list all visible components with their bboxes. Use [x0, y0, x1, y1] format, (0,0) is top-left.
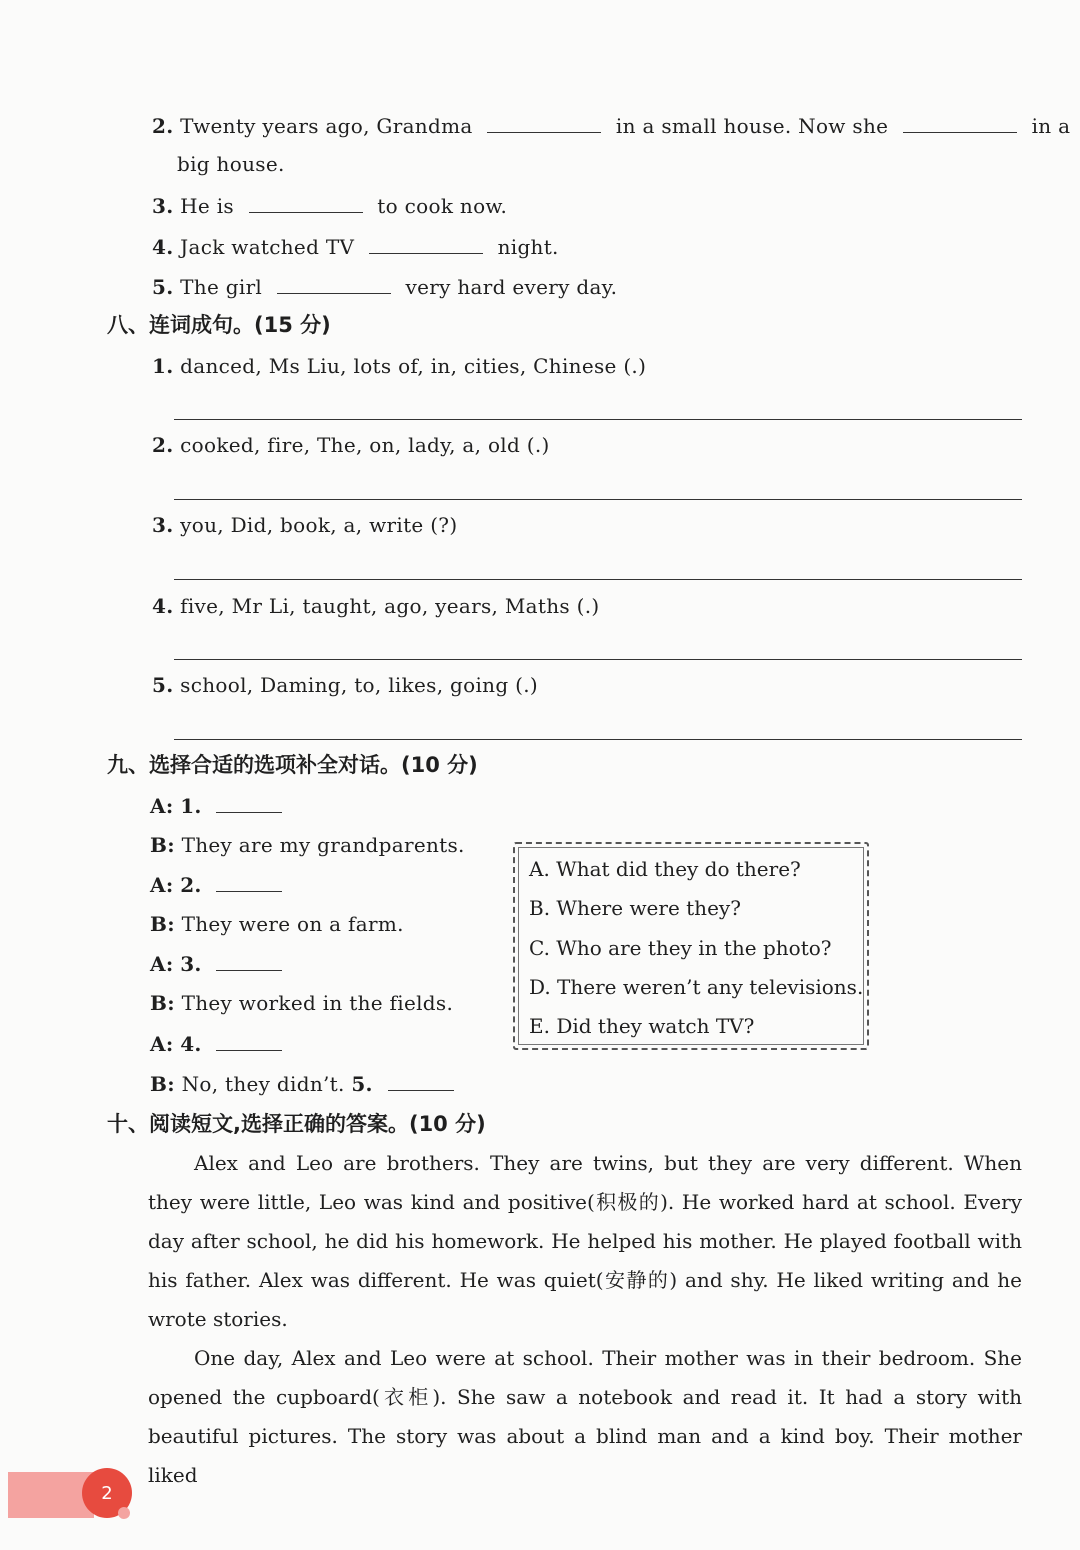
option-c: C. Who are they in the photo?	[529, 936, 832, 960]
option-d: D. There weren’t any televisions.	[529, 975, 864, 999]
sentence-item-1: 1. danced, Ms Liu, lots of, in, cities, Chinese (.)	[152, 354, 647, 378]
page-number-badge: 2	[82, 1468, 132, 1518]
fill-item-2: 2. Twenty years ago, Grandma in a small house. Now she in a	[152, 114, 1071, 138]
fill-item-2-continued: big house.	[177, 152, 285, 176]
option-e: E. Did they watch TV?	[529, 1014, 755, 1038]
answer-blank[interactable]	[249, 192, 363, 213]
reading-passage	[148, 1144, 1022, 1495]
dialogue-line-a1: A: 1.	[150, 792, 290, 819]
answer-line[interactable]	[174, 499, 1022, 500]
option-b: B. Where were they?	[529, 896, 741, 920]
answer-blank[interactable]	[388, 1070, 454, 1091]
dialogue-line-a3: A: 3.	[150, 950, 290, 977]
answer-blank[interactable]	[216, 871, 282, 892]
section-heading-10: 十、阅读短文,选择正确的答案。(10 分)	[107, 1112, 486, 1136]
dialogue-line-a4: A: 4.	[150, 1030, 290, 1057]
passage-paragraph-1: Alex and Leo are brothers. They are twins, but they are very different. When they were little, Leo was kind and positive(积极的). He worked hard at school. Every day after school, he did his homework. He helped his mother. He played football with his father. Alex was different. He was quiet(安静的) and shy. He liked writing and he wrote stories.	[148, 1151, 1022, 1331]
answer-blank[interactable]	[216, 1030, 282, 1051]
page-dot-decoration	[118, 1507, 130, 1519]
answer-line[interactable]	[174, 579, 1022, 580]
answer-line[interactable]	[174, 739, 1022, 740]
sentence-item-5: 5. school, Daming, to, likes, going (.)	[152, 673, 538, 697]
sentence-item-2: 2. cooked, fire, The, on, lady, a, old (.)	[152, 433, 550, 457]
answer-line[interactable]	[174, 659, 1022, 660]
passage-paragraph-2: One day, Alex and Leo were at school. Their mother was in their bedroom. She opened the cupboard(衣柜). She saw a notebook and read it. It had a story with beautiful pictures. The story was about a blind man and a kind boy. Their mother liked	[148, 1346, 1022, 1487]
answer-blank[interactable]	[216, 950, 282, 971]
fill-item-3: 3. He is to cook now.	[152, 194, 508, 218]
section-heading-8: 八、连词成句。(15 分)	[107, 313, 331, 337]
fill-item-5: 5. The girl very hard every day.	[152, 275, 618, 299]
sentence-item-4: 4. five, Mr Li, taught, ago, years, Maths (.)	[152, 594, 600, 618]
dialogue-line-b1: B: They are my grandparents.	[150, 833, 465, 857]
options-box	[513, 842, 869, 1050]
answer-blank[interactable]	[487, 112, 601, 133]
answer-blank[interactable]	[369, 233, 483, 254]
dialogue-line-b4: B: No, they didn’t. 5.	[150, 1070, 462, 1097]
answer-line[interactable]	[174, 419, 1022, 420]
answer-blank[interactable]	[903, 112, 1017, 133]
sentence-item-3: 3. you, Did, book, a, write (?)	[152, 513, 458, 537]
option-a: A. What did they do there?	[529, 857, 801, 881]
item-number: 2.	[152, 114, 174, 138]
section-heading-9: 九、选择合适的选项补全对话。(10 分)	[107, 753, 478, 777]
answer-blank[interactable]	[216, 792, 282, 813]
dialogue-line-b3: B: They worked in the fields.	[150, 991, 454, 1015]
dialogue-line-a2: A: 2.	[150, 871, 290, 898]
answer-blank[interactable]	[277, 273, 391, 294]
fill-item-4: 4. Jack watched TV night.	[152, 235, 559, 259]
dialogue-line-b2: B: They were on a farm.	[150, 912, 404, 936]
